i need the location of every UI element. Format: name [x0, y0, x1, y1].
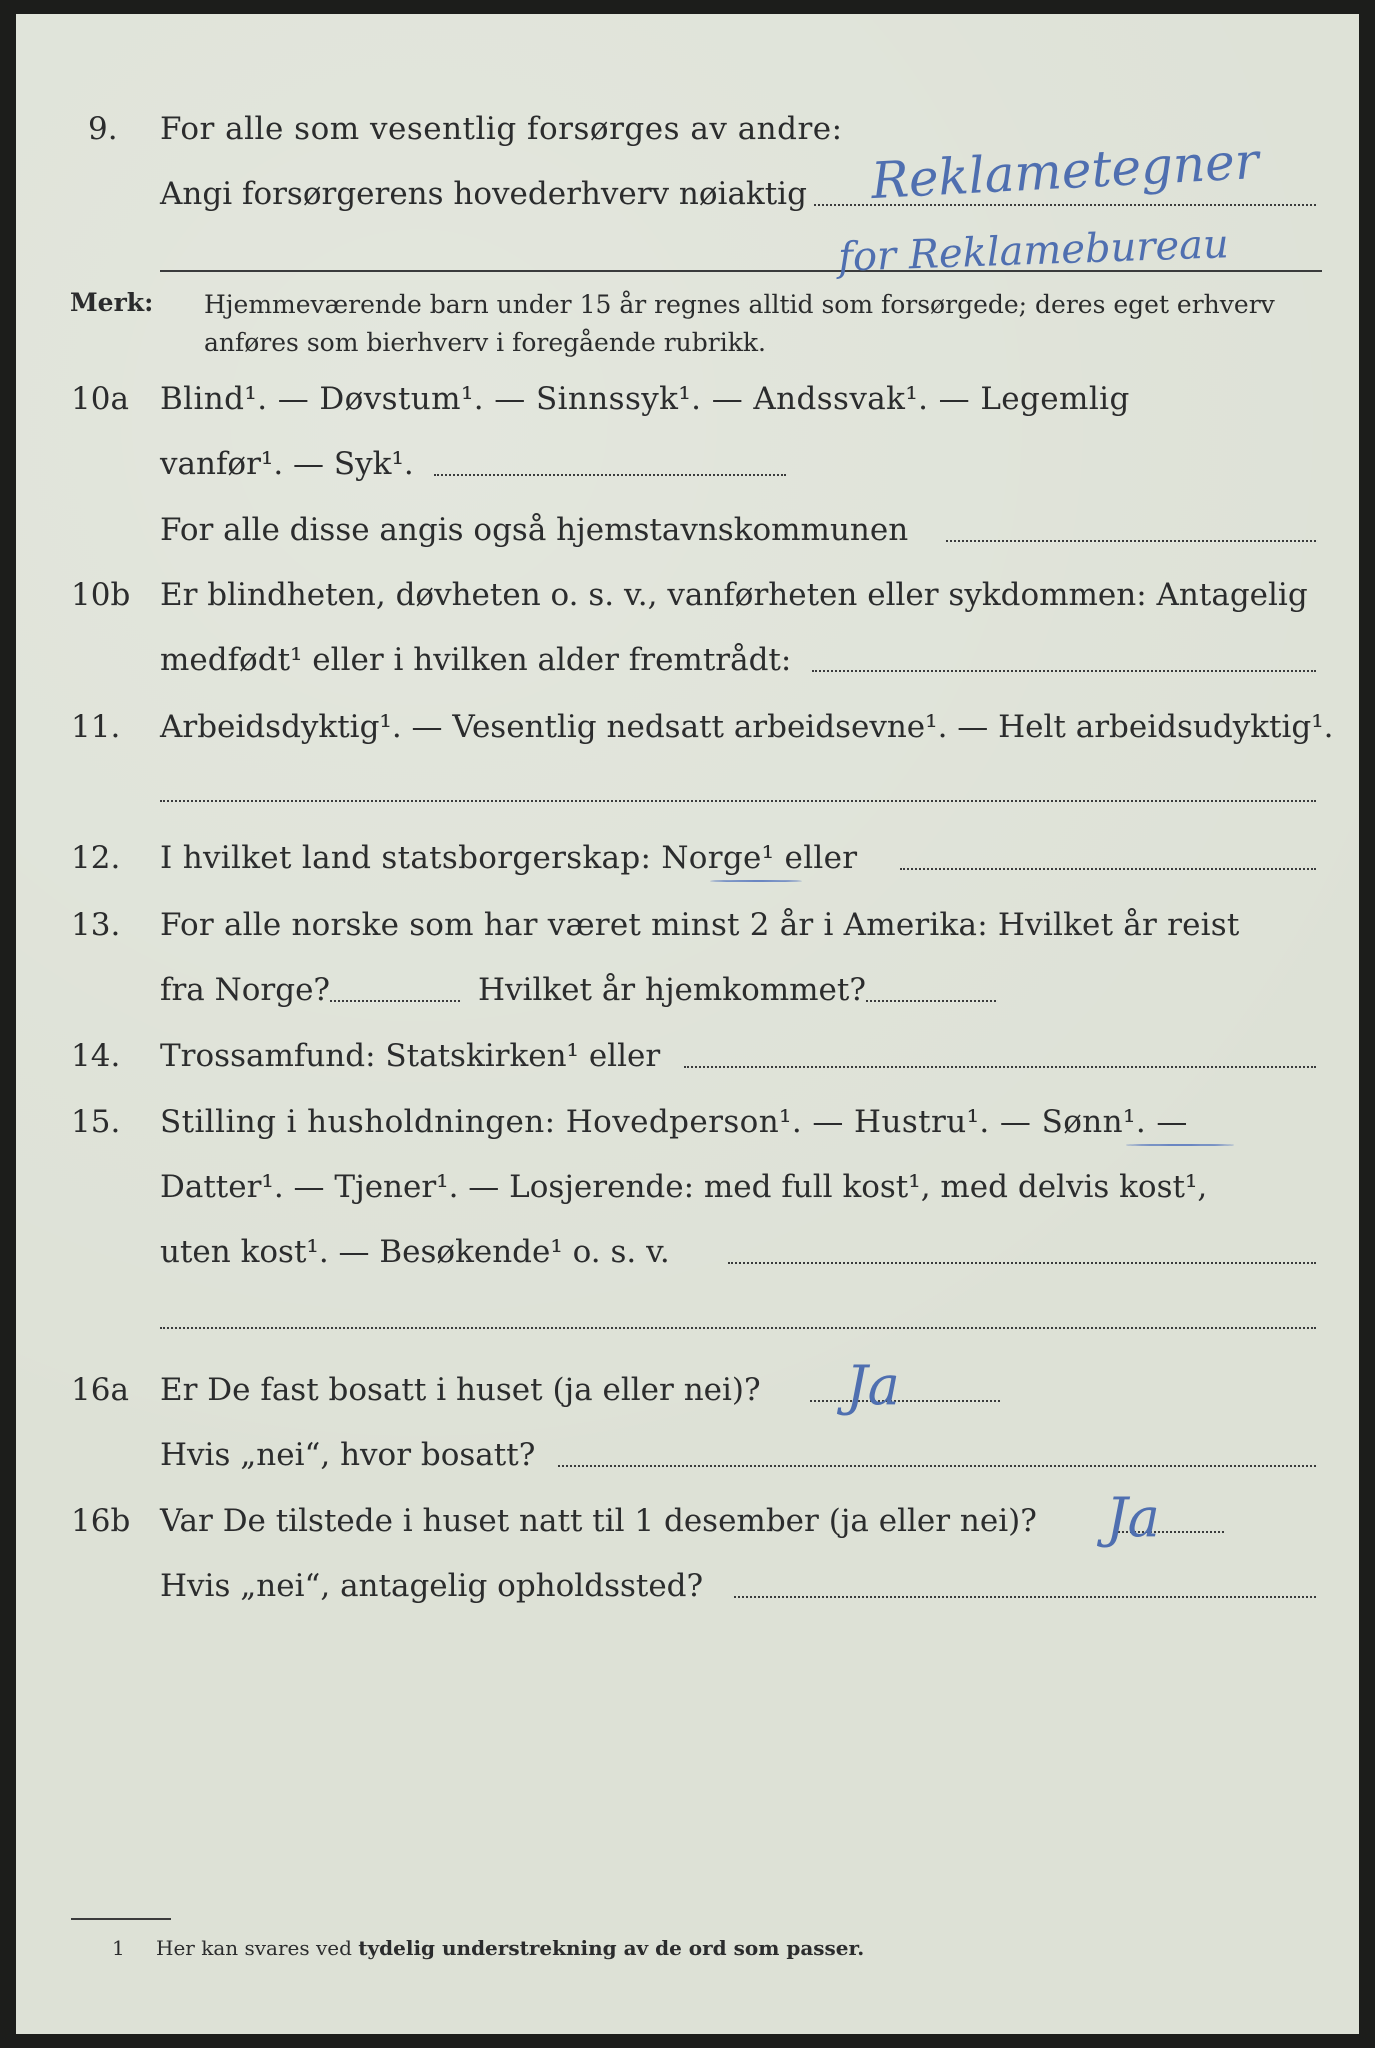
footnote-text-bold: tydelig understrekning av de ord som passer. [358, 1936, 865, 1960]
merk-label: Merk: [70, 288, 154, 317]
q10a-syk-answer-line [434, 474, 786, 476]
q13-line2a: fra Norge? [160, 972, 331, 1008]
q16a-handwritten-answer: Ja [846, 1354, 900, 1417]
merk-line2: anføres som bierhverv i foregående rubrikk. [204, 328, 766, 357]
q16a-line1: Er De fast bosatt i huset (ja eller nei)? [160, 1372, 761, 1408]
q16a-number: 16a [71, 1372, 129, 1408]
q10a-line2: vanfør¹. — Syk¹. [160, 446, 414, 482]
q10a-number: 10a [71, 381, 129, 417]
footnote-text [156, 1936, 864, 1960]
q9-handwritten-answer2: for Reklamebureau [837, 221, 1230, 281]
q15-answer-line [728, 1262, 1316, 1264]
q16b-handwritten-answer: Ja [1106, 1486, 1160, 1549]
q16b-line1: Var De tilstede i huset natt til 1 desember (ja eller nei)? [160, 1503, 1037, 1539]
q13-number: 13. [71, 907, 121, 943]
q14-answer-line [684, 1066, 1316, 1068]
q15-sonn-underline [1126, 1144, 1234, 1146]
q10b-answer-line [812, 670, 1316, 672]
q15-number: 15. [71, 1104, 121, 1140]
q15-line3: uten kost¹. — Besøkende¹ o. s. v. [160, 1234, 670, 1270]
q11-number: 11. [71, 709, 121, 745]
q10b-number: 10b [71, 577, 131, 613]
merk-line1: Hjemmeværende barn under 15 år regnes alltid som forsørgede; deres eget erhverv [204, 290, 1275, 319]
q9-handwritten-answer1: Reklametegner [869, 131, 1260, 211]
q9-number: 9. [88, 111, 118, 147]
q11-line1: Arbeidsdyktig¹. — Vesentlig nedsatt arbeidsevne¹. — Helt arbeidsudyktig¹. [160, 709, 1334, 745]
q12-line1: I hvilket land statsborgerskap: Norge¹ eller [160, 840, 858, 876]
q14-number: 14. [71, 1038, 121, 1074]
q16a-bosatt-answer-line [558, 1465, 1316, 1467]
q11-answer-line [160, 800, 1316, 802]
q16b-number: 16b [71, 1503, 131, 1539]
footnote-rule [71, 1918, 171, 1920]
footnote-text-plain: Her kan svares ved [156, 1936, 352, 1960]
q12-number: 12. [71, 840, 121, 876]
q12-norge-underline [710, 880, 802, 882]
q13-hjemkommet-answer-line [866, 1000, 996, 1002]
q13-reist-answer-line [330, 1000, 460, 1002]
q10b-line1: Er blindheten, døvheten o. s. v., vanførheten eller sykdommen: Antagelig [160, 577, 1308, 613]
q15-line2: Datter¹. — Tjener¹. — Losjerende: med full kost¹, med delvis kost¹, [160, 1169, 1208, 1205]
footnote-marker: 1 [112, 1936, 125, 1960]
q15-second-answer-line [160, 1327, 1316, 1329]
q9-line2: Angi forsørgerens hovederhverv nøiaktig [160, 176, 807, 212]
q16b-line2: Hvis „nei“, antagelig opholdssted? [160, 1568, 704, 1604]
q13-line1: For alle norske som har været minst 2 år i Amerika: Hvilket år reist [160, 907, 1240, 943]
q10b-line2: medfødt¹ eller i hvilken alder fremtrådt: [160, 642, 792, 678]
q9-line1: For alle som vesentlig forsørges av andre: [160, 111, 843, 147]
q16a-line2: Hvis „nei“, hvor bosatt? [160, 1437, 536, 1473]
q10a-hjemstavn-answer-line [946, 540, 1316, 542]
q10a-line3: For alle disse angis også hjemstavnskommunen [160, 512, 909, 548]
q16b-opholdssted-answer-line [734, 1596, 1316, 1598]
q16a-answer-line [810, 1400, 1000, 1402]
q9-second-answer-line [160, 270, 1322, 272]
q10a-line1: Blind¹. — Døvstum¹. — Sinnssyk¹. — Andssvak¹. — Legemlig [160, 381, 1130, 417]
q13-line2b: Hvilket år hjemkommet? [478, 972, 866, 1008]
census-form-page [16, 14, 1359, 2034]
q15-line1: Stilling i husholdningen: Hovedperson¹. — Hustru¹. — Sønn¹. — [160, 1104, 1188, 1140]
q14-line1: Trossamfund: Statskirken¹ eller [160, 1038, 661, 1074]
q12-answer-line [900, 868, 1316, 870]
